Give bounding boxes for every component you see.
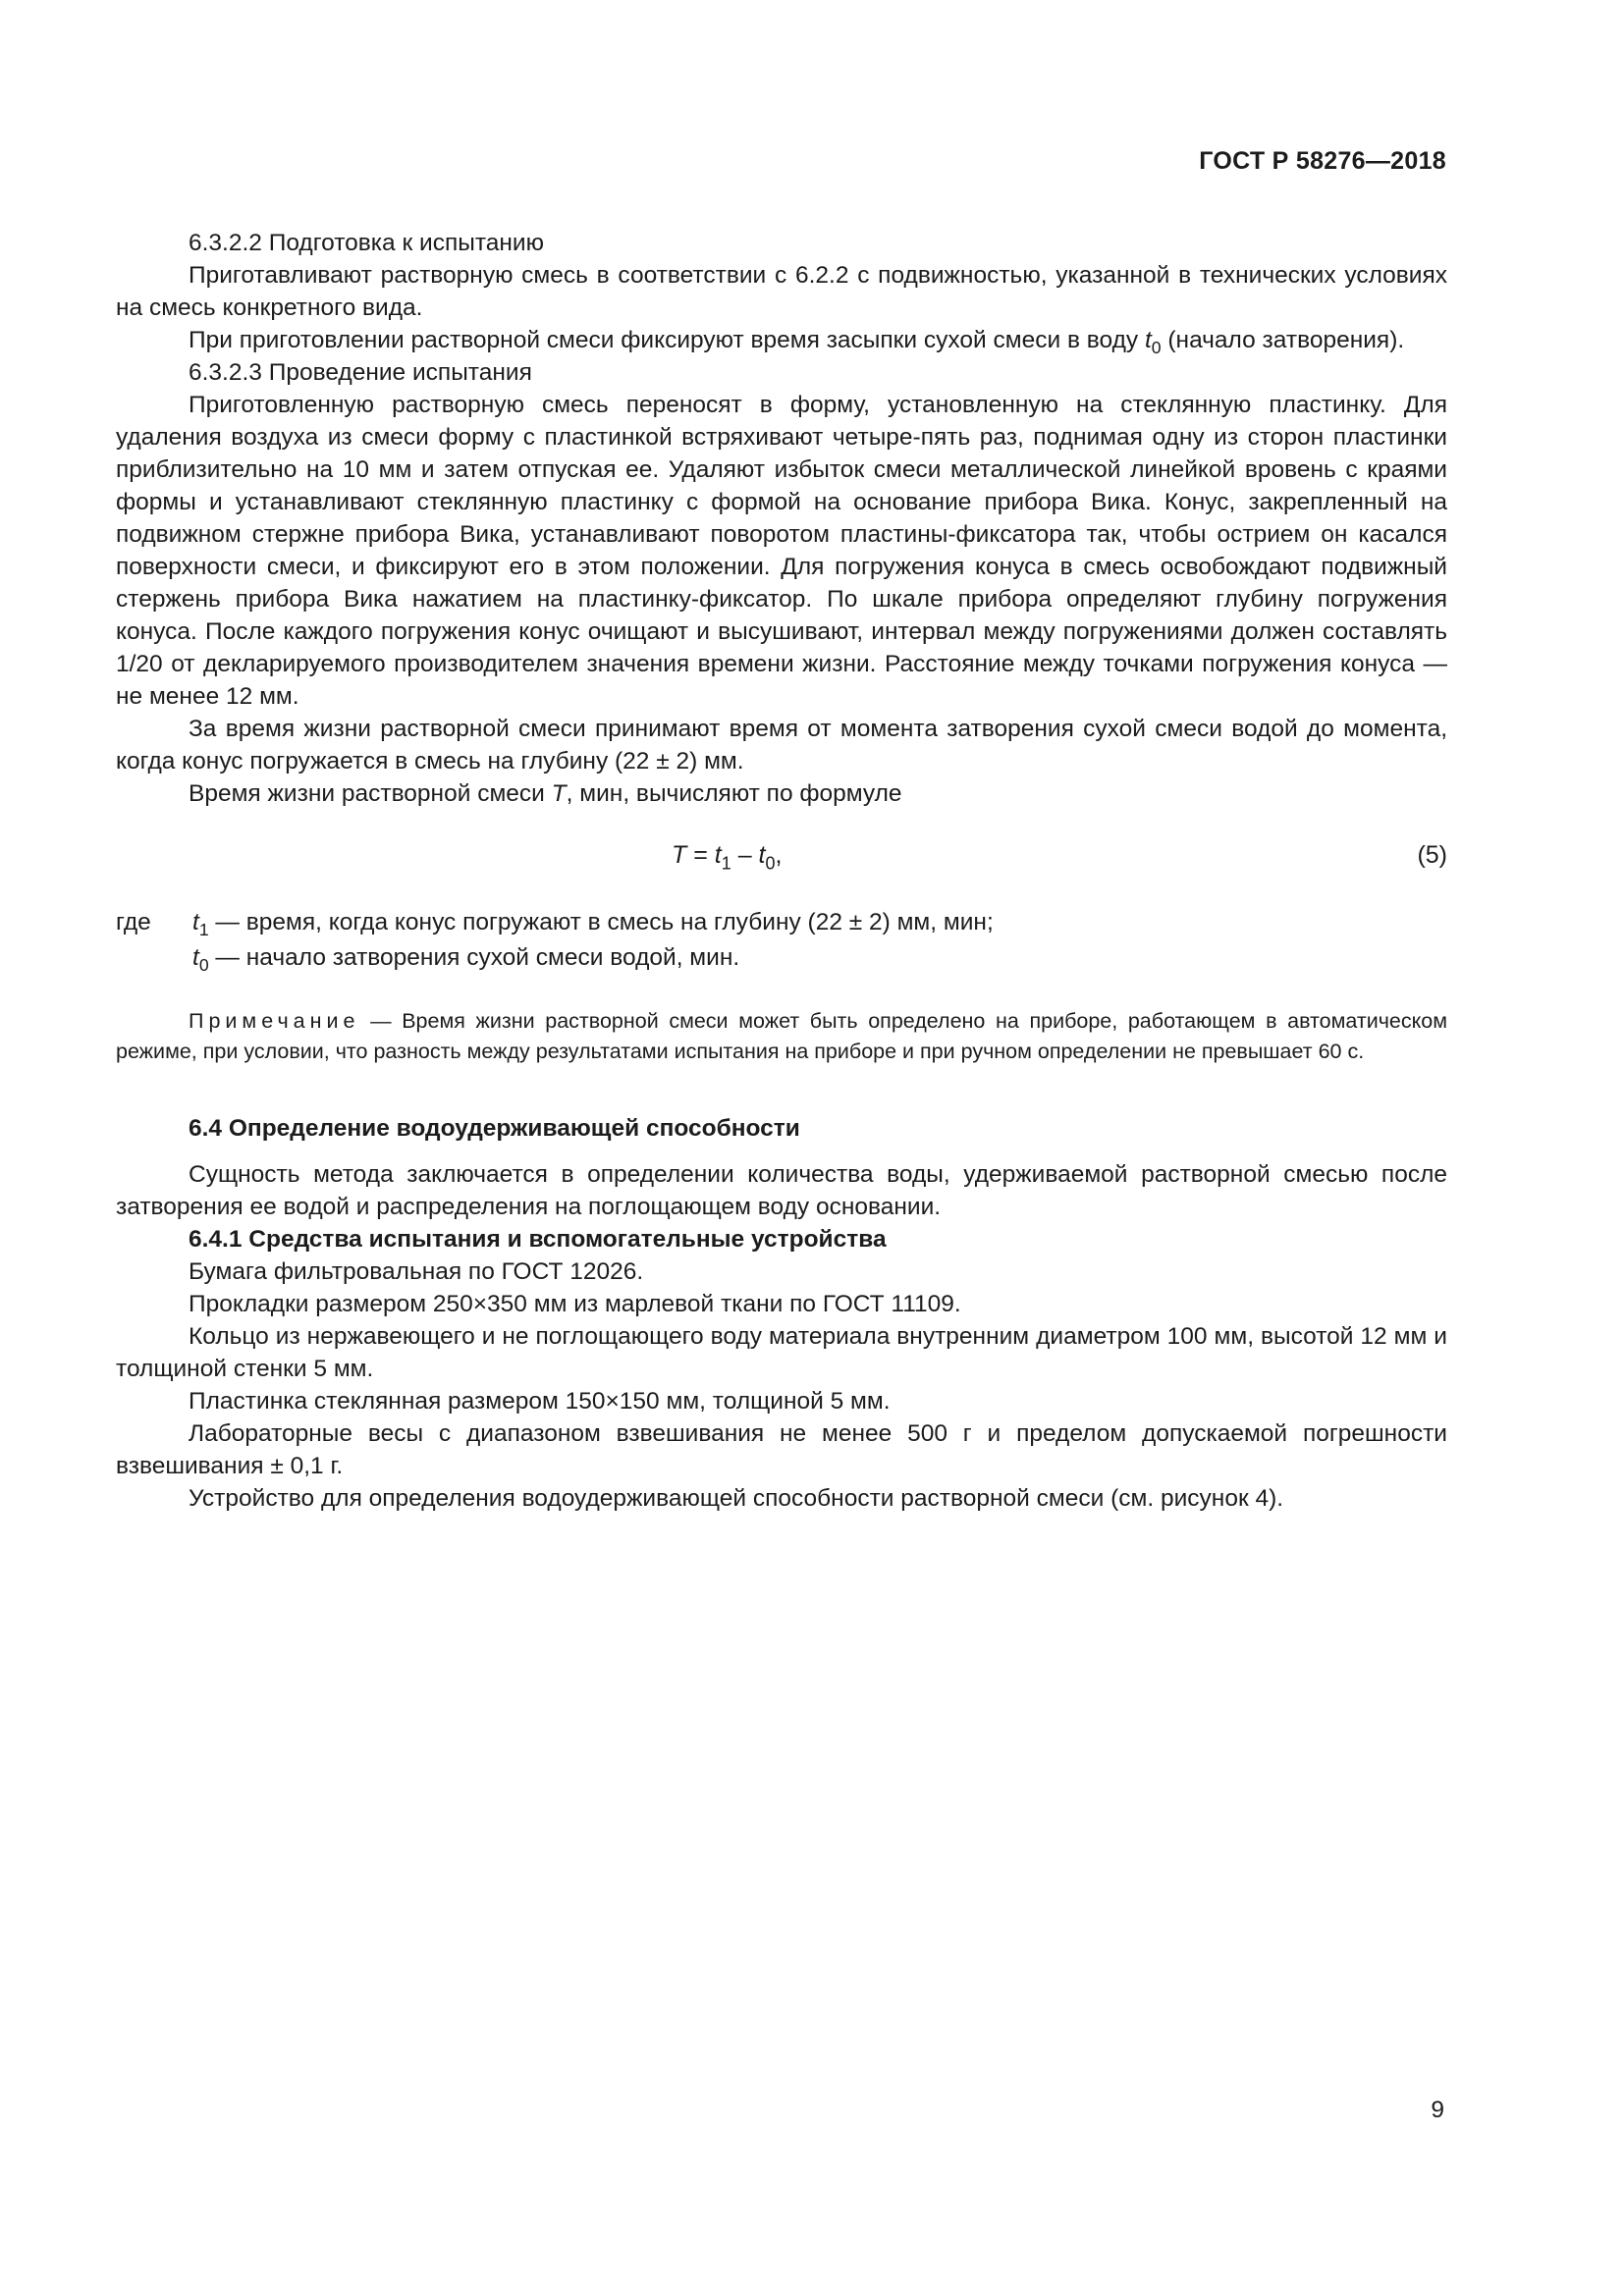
paragraph-lifetime-definition: За время жизни растворной смеси принимают время от момента затворения сухой смеси водой до момента, когда конус погружается в смесь на глубину (22 ± 2) мм.	[116, 716, 1447, 774]
page-content	[116, 227, 1447, 1515]
paragraph-preparation: Приготавливают растворную смесь в соответствии с 6.2.2 с подвижностью, указанной в технических условиях на смесь конкретного вида.	[116, 262, 1447, 321]
equipment-item: Кольцо из нержавеющего и не поглощающего воду материала внутренним диаметром 100 мм, высотой 12 мм и толщиной стенки 5 мм.	[116, 1323, 1447, 1382]
clause-6-3-2-3-title: 6.3.2.3 Проведение испытания	[189, 359, 532, 386]
formula-legend	[116, 906, 1447, 977]
page-number: 9	[1431, 2097, 1444, 2123]
paragraph-formula-intro: Время жизни растворной смеси T, мин, вычисляют по формуле	[189, 780, 902, 807]
note: Примечание — Время жизни растворной смеси может быть определено на приборе, работающем в автоматическом режиме, при условии, что разность между результатами испытания на приборе и при ручном определении не превышает 60 с.	[116, 1009, 1447, 1063]
note-label: Примечание	[189, 1009, 360, 1033]
section-6-4-title: 6.4 Определение водоудерживающей способности	[189, 1115, 800, 1142]
paragraph-procedure: Приготовленную растворную смесь переносят в форму, установленную на стеклянную пластинку. Для удаления воздуха из смеси форму с пластинкой встряхивают четыре-пять раз, поднимая одну из сторон пластинки приблизительно на 10 мм и затем отпуская ее. Удаляют избыток смеси металлической линейкой вровень с краями формы и устанавливают стеклянную пластинку с формой на основание прибора Вика. Конус, закрепленный на подвижном стержне прибора Вика, устанавливают поворотом пластины-фиксатора так, чтобы острием он касался поверхности смеси, и фиксируют его в этом положении. Для погружения конуса в смесь освобождают подвижный стержень прибора Вика нажатием на пластинку-фиксатор. По шкале прибора определяют глубину погружения конуса. После каждого погружения конус очищают и высушивают, интервал между погружениями должен составлять 1/20 от декларируемого производителем значения времени жизни. Расстояние между точками погружения конуса — не менее 12 мм.	[116, 392, 1447, 710]
legend-row-t1: $t_1$ — время, когда конус погружают в смесь на глубину (22 ± 2) мм, мин;	[192, 909, 994, 940]
clause-6-4-1-title: 6.4.1 Средства испытания и вспомогательные устройства	[189, 1226, 887, 1253]
equipment-item: Бумага фильтровальная по ГОСТ 12026.	[189, 1258, 644, 1285]
formula-number: (5)	[1417, 841, 1447, 869]
equipment-item: Пластинка стеклянная размером 150×150 мм, толщиной 5 мм.	[189, 1388, 891, 1415]
equipment-item: Устройство для определения водоудерживающей способности растворной смеси (см. рисунок 4).	[189, 1485, 1284, 1512]
formula-expression: $T = t_1 - t_0$,	[672, 841, 783, 874]
legend-row-t0: $t_0$ — начало затворения сухой смеси водой, мин.	[192, 944, 740, 976]
legend-label: где	[116, 909, 151, 935]
clause-6-3-2-2-title: 6.3.2.2 Подготовка к испытанию	[189, 230, 544, 256]
paragraph-fix-time: При приготовлении растворной смеси фиксируют время засыпки сухой смеси в воду $t_0$ (начало затворения).	[189, 327, 1405, 358]
document-id-header: ГОСТ Р 58276—2018	[1199, 147, 1446, 175]
formula-5	[116, 839, 1447, 879]
equipment-item: Прокладки размером 250×350 мм из марлевой ткани по ГОСТ 11109.	[189, 1291, 961, 1317]
section-6-4-intro: Сущность метода заключается в определении количества воды, удерживаемой растворной смесью после затворения ее водой и распределения на поглощающем воду основании.	[116, 1161, 1447, 1220]
equipment-item: Лабораторные весы с диапазоном взвешивания не менее 500 г и пределом допускаемой погрешности взвешивания ± 0,1 г.	[116, 1420, 1447, 1479]
